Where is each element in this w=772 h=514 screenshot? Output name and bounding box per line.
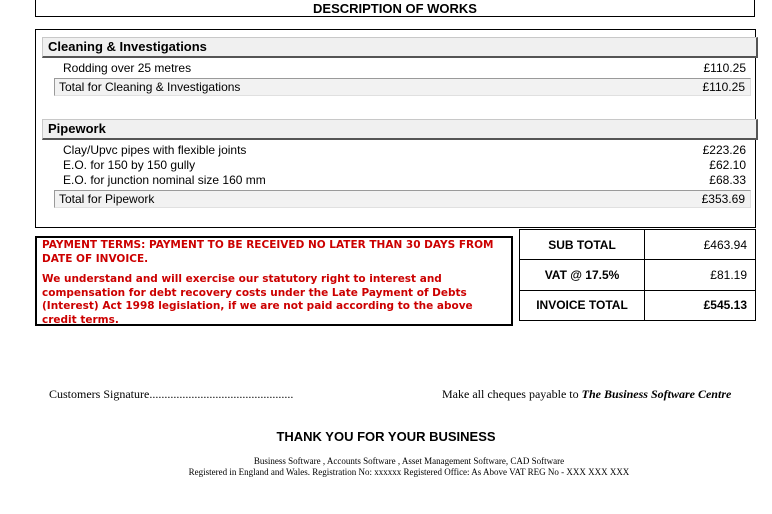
sub-total-row — [520, 230, 756, 260]
line-item — [63, 158, 746, 173]
description-of-works-title: DESCRIPTION OF WORKS — [35, 0, 755, 17]
line-item — [63, 61, 746, 76]
section-header-pipework: Pipework — [42, 119, 758, 140]
payment-terms-heading: PAYMENT TERMS: PAYMENT TO BE RECEIVED NO LATER THAN 30 DAYS FROM DATE OF INVOICE. — [42, 239, 494, 265]
line-item-description: E.O. for 150 by 150 gully — [63, 158, 196, 172]
payment-terms-frame — [36, 237, 512, 325]
late-payment-notice: We understand and will exercise our statutory right to interest and compensation for debt recovery costs under the Late Payment of Debts (Interest) Act 1998 legislation, if we are not paid according to the above credit terms. — [42, 273, 473, 326]
thank-you-message: THANK YOU FOR YOUR BUSINESS — [276, 429, 496, 444]
invoice-total-row — [520, 290, 756, 320]
section-total-label: Total for Pipework — [59, 192, 155, 206]
vat-label: VAT @ 17.5% — [520, 260, 645, 290]
section-header-cleaning: Cleaning & Investigations — [42, 37, 758, 58]
line-item-amount: £68.33 — [709, 173, 746, 187]
section-total-pipework — [54, 190, 751, 208]
payee-name: The Business Software Centre — [581, 387, 732, 401]
sub-total-value: £463.94 — [645, 230, 756, 260]
invoice-total-value: £545.13 — [645, 290, 756, 320]
section-total-amount: £353.69 — [701, 192, 745, 206]
totals-table — [519, 229, 756, 321]
line-item — [63, 173, 746, 188]
works-panel — [35, 29, 756, 228]
line-item-amount: £62.10 — [709, 158, 746, 172]
section-total-label: Total for Cleaning & Investigations — [59, 80, 241, 94]
cheques-payable-note — [442, 387, 731, 402]
line-item-description: Rodding over 25 metres — [63, 61, 192, 75]
cheques-prefix: Make all cheques payable to — [442, 387, 582, 401]
section-total-amount: £110.25 — [702, 80, 745, 94]
line-item-amount: £223.26 — [702, 143, 746, 157]
line-item-amount: £110.25 — [703, 61, 746, 75]
section-total-cleaning — [54, 78, 751, 96]
footer-registration-line: Registered in England and Wales. Registration No: xxxxxx Registered Office: As Above VAT REG No - XXX XXX XXX — [188, 467, 630, 477]
line-item-description: Clay/Upvc pipes with flexible joints — [63, 143, 247, 157]
customer-signature-line: Customers Signature................................................ — [49, 387, 294, 401]
vat-value: £81.19 — [645, 260, 756, 290]
invoice-total-label: INVOICE TOTAL — [520, 290, 645, 320]
sub-total-label: SUB TOTAL — [520, 230, 645, 260]
vat-row — [520, 260, 756, 290]
line-item-description: E.O. for junction nominal size 160 mm — [63, 173, 266, 187]
line-item — [63, 143, 746, 158]
footer-services-line: Business Software , Accounts Software , Asset Management Software, CAD Software — [253, 456, 565, 466]
